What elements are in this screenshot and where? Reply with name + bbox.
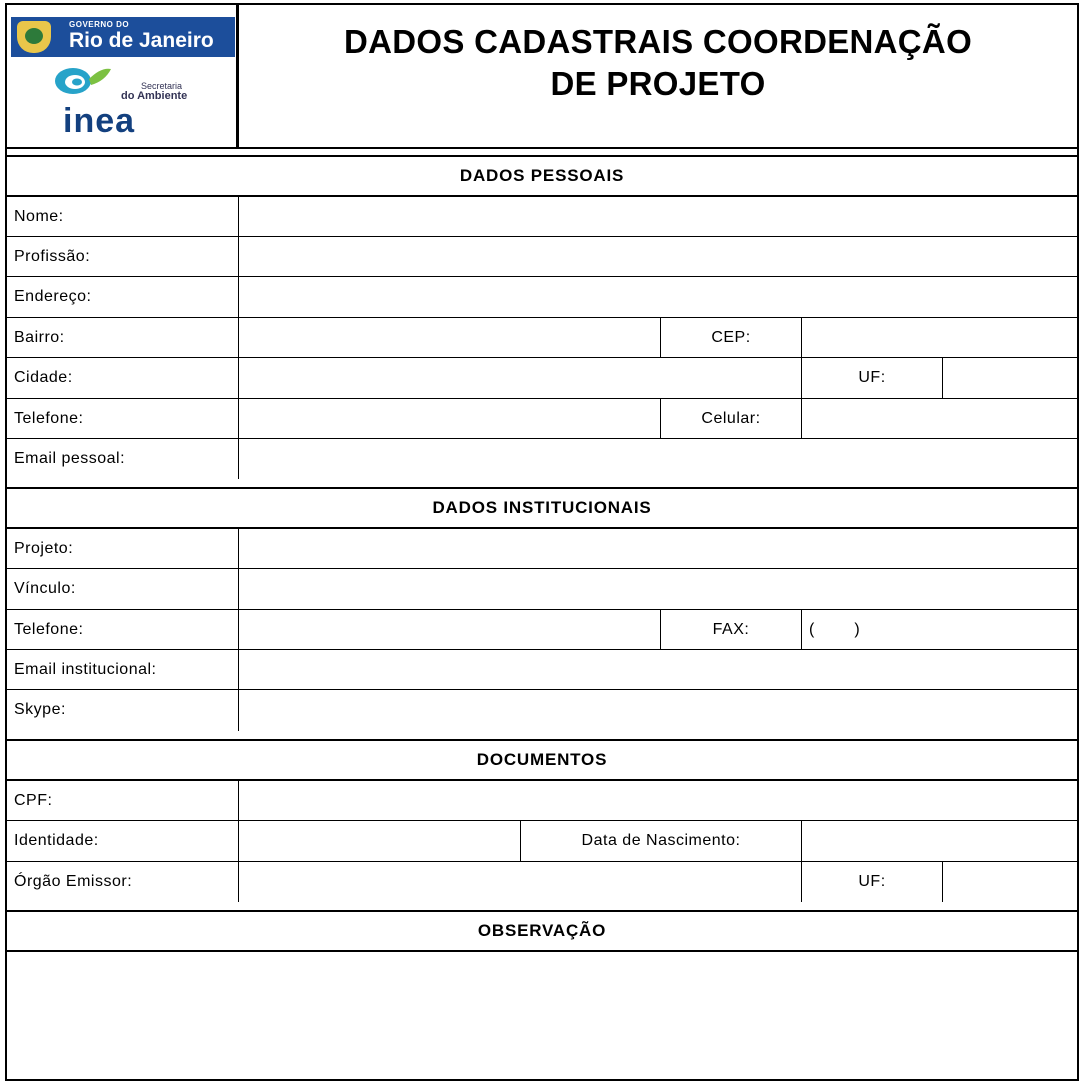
label-cep: CEP: (661, 318, 802, 357)
label-telefone: Telefone: (7, 399, 239, 438)
section-heading-institucionais: DADOS INSTITUCIONAIS (7, 487, 1077, 529)
label-fax: FAX: (661, 610, 802, 649)
row-telefone (7, 399, 1077, 439)
form-header (7, 5, 1077, 149)
label-identidade: Identidade: (7, 821, 239, 861)
field-orgao-emissor[interactable] (239, 862, 802, 902)
gov-small-text: GOVERNO DO (69, 20, 130, 29)
form-sheet (5, 3, 1079, 1081)
inea-logo: inea (63, 102, 136, 140)
field-cpf[interactable] (239, 781, 1077, 820)
row-email-institucional (7, 650, 1077, 690)
gov-big-text: Rio de Janeiro (69, 29, 214, 52)
title-line-2: DE PROJETO (550, 65, 766, 102)
page-title (239, 21, 1077, 105)
row-projeto (7, 529, 1077, 569)
label-orgao-emissor: Órgão Emissor: (7, 862, 239, 902)
field-identidade[interactable] (239, 821, 521, 861)
field-observacao[interactable] (7, 952, 1077, 1079)
row-vinculo (7, 569, 1077, 610)
field-profissao[interactable] (239, 237, 1077, 276)
field-celular[interactable] (802, 399, 1077, 438)
label-uf: UF: (802, 358, 943, 398)
label-nascimento: Data de Nascimento: (521, 821, 802, 861)
field-cidade[interactable] (239, 358, 802, 398)
label-telefone-institucional: Telefone: (7, 610, 239, 649)
row-identidade (7, 821, 1077, 862)
field-uf[interactable] (943, 358, 1077, 398)
row-orgao-emissor (7, 862, 1077, 902)
field-email-institucional[interactable] (239, 650, 1077, 689)
label-celular: Celular: (661, 399, 802, 438)
field-vinculo[interactable] (239, 569, 1077, 609)
row-skype (7, 690, 1077, 731)
secretaria-line2: do Ambiente (121, 90, 188, 102)
section-heading-observacao: OBSERVAÇÃO (7, 910, 1077, 952)
field-fax[interactable]: ( ) (809, 621, 861, 638)
field-bairro[interactable] (239, 318, 661, 357)
label-projeto: Projeto: (7, 529, 239, 568)
secretaria-swirl-icon (53, 65, 111, 97)
row-email-pessoal (7, 439, 1077, 479)
row-profissao (7, 237, 1077, 277)
secretaria-logo (47, 63, 197, 103)
rj-government-logo (11, 17, 235, 57)
field-nascimento[interactable] (802, 821, 1077, 861)
title-panel (239, 5, 1077, 147)
label-profissao: Profissão: (7, 237, 239, 276)
field-nome[interactable] (239, 197, 1077, 236)
secretaria-line1: Secretaria (141, 81, 183, 91)
field-skype[interactable] (239, 690, 1077, 731)
label-nome: Nome: (7, 197, 239, 236)
field-projeto[interactable] (239, 529, 1077, 568)
label-skype: Skype: (7, 690, 239, 731)
row-cidade (7, 358, 1077, 399)
field-uf-documento[interactable] (943, 862, 1077, 902)
label-uf-documento: UF: (802, 862, 943, 902)
label-email-pessoal: Email pessoal: (7, 439, 239, 479)
field-telefone[interactable] (239, 399, 661, 438)
row-endereco (7, 277, 1077, 318)
section-heading-documentos: DOCUMENTOS (7, 739, 1077, 781)
rj-coat-of-arms-icon (17, 21, 51, 53)
label-email-institucional: Email institucional: (7, 650, 239, 689)
label-cidade: Cidade: (7, 358, 239, 398)
label-cpf: CPF: (7, 781, 239, 820)
row-cpf (7, 781, 1077, 821)
logo-panel (7, 5, 239, 147)
field-email-pessoal[interactable] (239, 439, 1077, 479)
field-cep[interactable] (802, 318, 1077, 357)
section-heading-pessoais: DADOS PESSOAIS (7, 155, 1077, 197)
field-endereco[interactable] (239, 277, 1077, 317)
title-line-1: DADOS CADASTRAIS COORDENAÇÃO (343, 23, 973, 60)
row-telefone-institucional (7, 610, 1077, 650)
label-vinculo: Vínculo: (7, 569, 239, 609)
label-bairro: Bairro: (7, 318, 239, 357)
field-telefone-institucional[interactable] (239, 610, 661, 649)
row-nome (7, 197, 1077, 237)
row-bairro (7, 318, 1077, 358)
label-endereco: Endereço: (7, 277, 239, 317)
